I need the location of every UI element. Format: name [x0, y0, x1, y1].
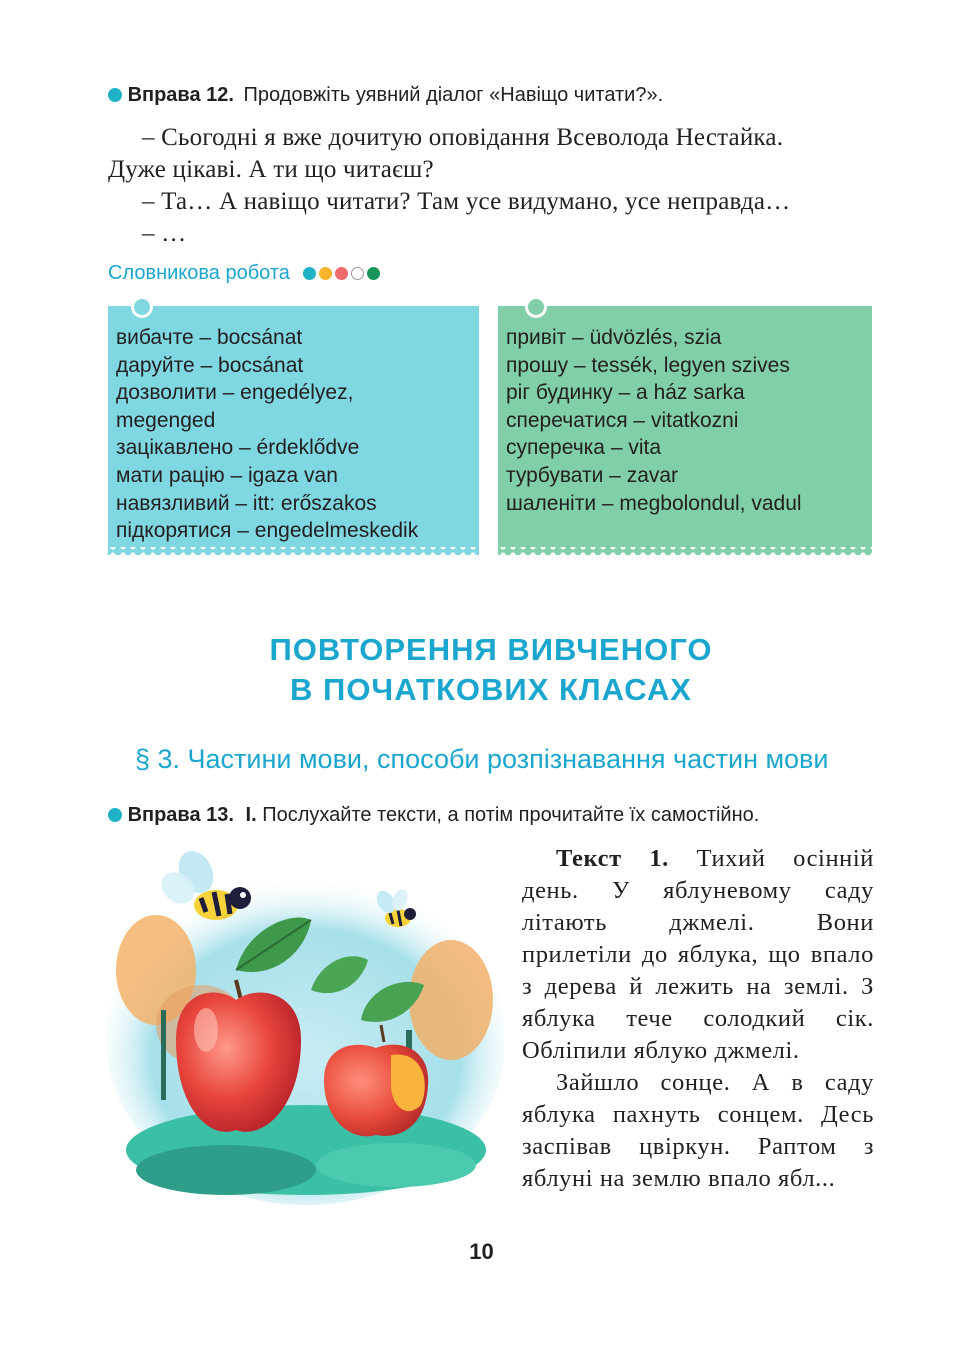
text-1-paragraph-body: Тихий осінній день. У яблуневому саду літають джмелі. Вони прилетіли до яблука, що впало з дерева й лежить на землі. З яблука тече солодкий сік. Обліпили яблуко джмелі. [522, 845, 874, 1064]
section-heading-line: В ПОЧАТКОВИХ КЛАСАХ [290, 672, 692, 707]
vocabulary-item: шаленіти – megbolondul, vadul [506, 491, 802, 515]
section-heading-line: ПОВТОРЕННЯ ВИВЧЕНОГО [269, 632, 713, 667]
vocabulary-item: зацікавлено – érdeklődve [116, 436, 360, 460]
color-dot-icon [351, 267, 364, 280]
vocabulary-item: прошу – tessék, legyen szives [506, 353, 790, 377]
bullet-dot-icon [108, 88, 122, 102]
vocabulary-item: дозволити – engedélyez, [116, 381, 354, 405]
vocabulary-item: вибачте – bocsánat [116, 326, 303, 349]
exercise-13-part: І. [245, 804, 257, 826]
vocabulary-item: привіт – üdvözlés, szia [506, 326, 722, 349]
punch-hole-icon [131, 296, 153, 318]
apples-bees-illustration [106, 850, 504, 1205]
color-dot-icon [367, 267, 380, 280]
perforated-edge [498, 547, 872, 555]
perforated-edge [108, 547, 479, 555]
text-1-label: Текст 1. [556, 845, 669, 872]
dialog-line: – Та… А навіщо читати? Там усе видумано, усе неправда… [142, 188, 791, 215]
vocabulary-item: сперечатися – vitatkozni [506, 408, 739, 432]
vocabulary-item: мати рацію – igaza van [116, 463, 338, 487]
punch-hole-icon [525, 296, 547, 318]
dialog-line: – Сьогодні я вже дочитую оповідання Всеволода Нестайка. [142, 124, 784, 151]
vocabulary-item: ріг будинку – a ház sarka [506, 381, 745, 405]
text-1 [522, 843, 874, 1195]
vocabulary-box-right [498, 306, 872, 555]
vocabulary-item: даруйте – bocsánat [116, 353, 304, 377]
dialog-line: Дуже цікаві. А ти що читаєш? [108, 156, 434, 183]
text-1-paragraph: Зайшло сонце. А в саду яблука пахнуть сонцем. Десь заспівав цвіркун. Раптом з яблуні на землю впало ябл... [522, 1069, 874, 1192]
color-dots [300, 262, 380, 284]
bullet-dot-icon [108, 808, 122, 822]
page-number: 10 [469, 1239, 494, 1264]
dialog [108, 122, 876, 250]
color-dot-icon [319, 267, 332, 280]
exercise-13-line [108, 804, 759, 827]
vocabulary-title [108, 262, 380, 285]
vocabulary-list-right [506, 324, 802, 517]
vocabulary-item: підкорятися – engedelmeskedik [116, 519, 419, 543]
vocabulary-item: суперечка – vita [506, 436, 662, 460]
vocabulary-item: megenged [116, 408, 216, 432]
vocabulary-item: турбувати – zavar [506, 463, 679, 487]
vocabulary-box-left [108, 306, 479, 555]
color-dot-icon [335, 267, 348, 280]
exercise-12-line [108, 84, 663, 107]
section-heading [108, 630, 874, 710]
exercise-12-instruction: Продовжіть уявний діалог «Навіщо читати?». [243, 84, 664, 106]
exercise-13-instruction: Послухайте тексти, а потім прочитайте їх самостійно. [262, 804, 760, 826]
vocabulary-list-left [116, 324, 418, 545]
vocabulary-title-text: Словникова робота [108, 262, 290, 284]
exercise-12-label: Вправа 12. [127, 84, 234, 106]
text-1-paragraph [522, 843, 874, 1067]
dialog-line: – … [142, 220, 187, 247]
color-dot-icon [303, 267, 316, 280]
section-subheading: § 3. Частини мови, способи розпізнавання частин мови [135, 744, 829, 774]
vocabulary-item: навязливий – itt: erőszakos [116, 491, 377, 515]
exercise-13-label: Вправа 13. [127, 804, 234, 826]
